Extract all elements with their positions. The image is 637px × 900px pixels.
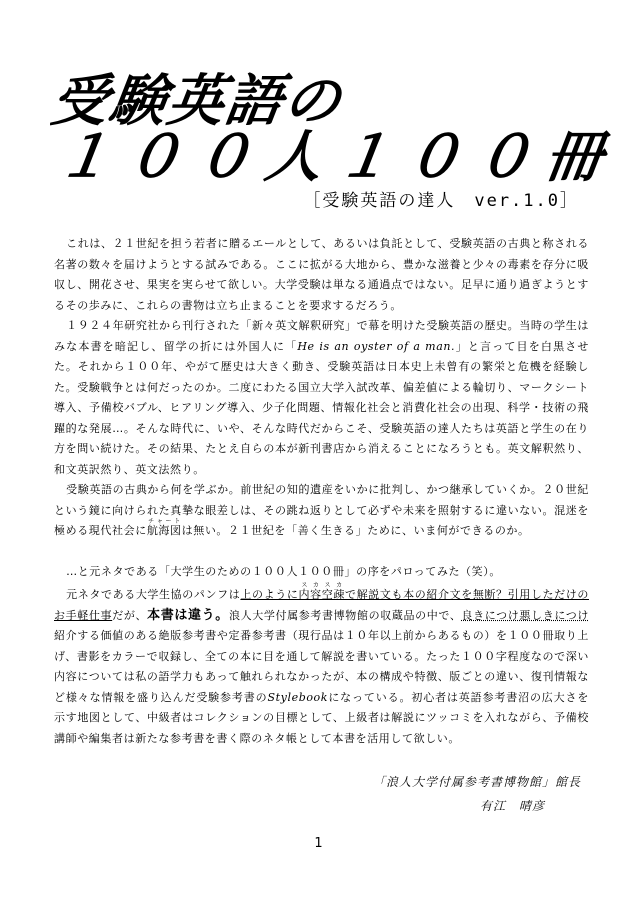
intro-p2-text-b: 」と言って目を白黒させた。それから１００年、やがて歴史は大きく動き、受験英語は日本史上未曾有の繁栄と危機を経験した。受験戦争とは何だったのか。二度にわたる国立大学入試改革、偏差値による輪切り、マークシート導入、予備校バブル、ヒアリング導入、少子化問題、情報化社会と消費化社会の出現、科学・技術の飛躍的な発展…。そんな時代に、いや、そんな時代だからこそ、受験英語の達人たちは英語と学生の在り方を問い続けた。その結果、たとえ自らの本が新刊書店から消えることになろうとも。英文解釈然り、和文英訳然り、英文法然り。 <box>54 339 589 476</box>
stylebook-term: Stylebook <box>267 690 329 704</box>
ruby-chart <box>146 518 182 537</box>
signature-affiliation: 「浪人大学付属参考書博物館」館長 <box>372 775 581 789</box>
signature <box>373 770 581 818</box>
intro-paragraph-2 <box>54 316 589 480</box>
intro-p3-text-b: は無い。２１世紀を「善く生きる」ために、いま何ができるのか。 <box>181 524 530 537</box>
title-line-1: 受験英語の <box>47 69 347 134</box>
note-text-c: 浪人大学付属参考書博物館の収蔵品の中で、 <box>228 608 462 622</box>
intro-p3-text-a: 受験英語の古典から何を学ぶか。前世紀の知的遺産をいかに批判し、かつ継承していくか。２０世紀という鏡に向けられた真摯な眼差しは、その跳ね返りとして必ずや未来を照射するに違いない。混迷を極める現代社会に <box>54 483 589 537</box>
note-text-e: になっている。初心者は英語参考書沼の広大さを示す地図として、中級者はコレクションの目標として、上級者は解説にツッコミを入れながら、予備校講師や編集者は新たな参考書を書く際のネタ帳として本書を活用して欲しい。 <box>54 690 589 745</box>
ruby-sukasuka-reading: スカスカ <box>298 582 345 589</box>
english-quote: He is an oyster of a man. <box>297 339 456 353</box>
ruby-chart-base: 航海図 <box>146 524 182 537</box>
ruby-sukasuka <box>298 582 345 601</box>
note-text-b: だが、 <box>112 608 148 622</box>
note-underline-a: 上のように <box>240 588 299 601</box>
ruby-chart-reading: チャート <box>146 518 182 525</box>
note-paragraph <box>54 582 589 749</box>
note-underline-b: で解説文も本の紹介文を無断？引用しただけのお手軽仕事 <box>54 588 590 622</box>
subtitle: ［受験英語の達人 ver.1.0］ <box>303 191 579 211</box>
ruby-sukasuka-base: 内容空疎 <box>298 588 345 601</box>
note-text-a: 元ネタである大学生協のパンフは <box>66 588 241 601</box>
note-text-d: 紹介する価値のある絶版参考書や定番参考書（現行品は１０年以上前からあるもの）を１００冊取り上げ、書影をカラーで収録し、全ての本に目を通して解説を書いている。たった１００字程度なので深い内容については私の語学力もあって触れられなかったが、本の構成や特徴、版ごとの違い、復刊情報など様々な情報を盛り込んだ受験参考書の <box>54 629 589 704</box>
emphasis-text: 本書は違う。 <box>147 607 229 623</box>
body-text <box>54 234 589 749</box>
page-number: 1 <box>314 836 323 851</box>
note-line-1: …と元ネタである「大学生のための１００人１００冊」の序をパロってみた（笑）。 <box>66 564 501 578</box>
title-line-2: １００人１００冊 <box>51 125 621 190</box>
intro-paragraph-1: これは、２１世紀を担う若者に贈るエールとして、あるいは負託として、受験英語の古典と称される名著の数々を届けようとする試みである。ここに拡がる大地から、豊かな滋養と少々の毒素を存分に吸収し、開花させ、果実を実らせて欲しい。大学受験は単なる通過点ではない。足早に通り過ぎようとするその歩みに、これらの書物は立ち止まることを要求するだろう。 <box>54 237 589 312</box>
intro-paragraph-3 <box>54 480 589 542</box>
paragraph-gap <box>54 542 589 562</box>
intro-p2-text-a: １９２４年研究社から刊行された「新々英文解釈研究」で幕を明けた受験英語の歴史。当時の学生はみな本書を暗記し、留学の折には外国人に「 <box>54 319 589 353</box>
signature-name: 有江 晴彦 <box>479 799 545 813</box>
note-dotted-phrase: 良きにつけ悪しきにつけ <box>461 608 589 622</box>
